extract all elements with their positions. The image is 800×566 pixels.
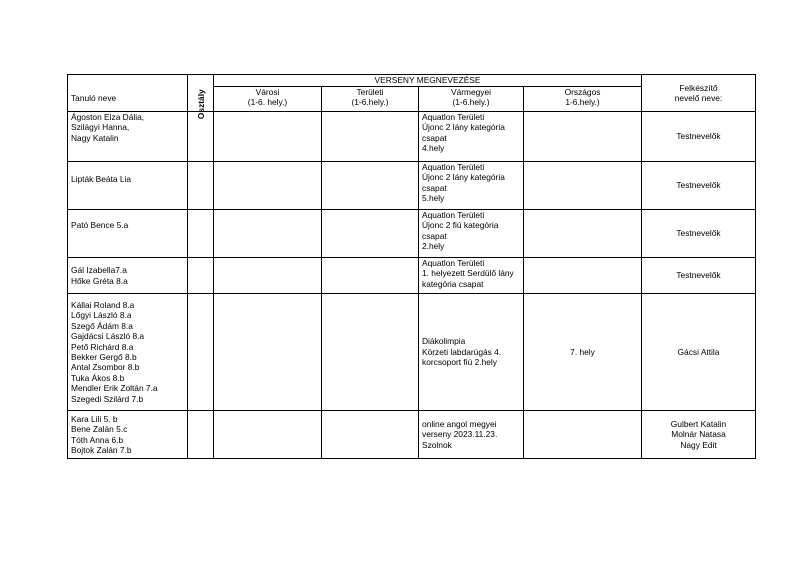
national-cell <box>524 210 642 258</box>
city-cell <box>214 258 322 294</box>
header-regional: Területi (1-6.hely.) <box>322 87 419 112</box>
teacher-cell: Gácsi Attila <box>642 294 756 411</box>
county-cell: Aquatlon Területi Újonc 2 lány kategória csapat 5.hely <box>419 162 524 210</box>
student-names: Gál Izabella7.a Hőke Gréta 8.a <box>68 258 188 294</box>
county-cell: Aquatlon Területi Újonc 2 fiú kategória csapat 2.hely <box>419 210 524 258</box>
header-teacher: Felkészítő nevelő neve: <box>642 75 756 112</box>
header-class-wrap <box>188 75 213 119</box>
regional-cell <box>322 258 419 294</box>
competition-table <box>67 74 756 459</box>
header-competition-title: VERSENY MEGNEVEZÉSE <box>214 75 642 87</box>
header-class <box>188 75 214 119</box>
table-row <box>68 210 756 258</box>
regional-cell <box>322 112 419 162</box>
header-row-1 <box>68 75 756 87</box>
student-names: Pató Bence 5.a <box>68 210 188 258</box>
student-names: Lipták Beáta Lia <box>68 162 188 210</box>
county-cell: Aquatlon Területi Újonc 2 lány kategória csapat 4.hely <box>419 112 524 162</box>
table-row <box>68 411 756 459</box>
city-cell <box>214 411 322 459</box>
table-row <box>68 294 756 411</box>
national-cell <box>524 162 642 210</box>
student-names: Ágoston Elza Dália, Szilágyi Hanna, Nagy Katalin <box>68 112 188 162</box>
national-cell <box>524 411 642 459</box>
national-cell <box>524 112 642 162</box>
class-cell <box>188 294 214 411</box>
national-cell: 7. hely <box>524 294 642 411</box>
student-names: Kállai Roland 8.a Lőgyi László 8.a Szegő Ádám 8.a Gajdácsi László 8.a Pető Richárd 8.a Bekker Gergő 8.b Antal Zsombor 8.b Tuka Ákos 8.b Mendler Erik Zoltán 7.a Szegedi Szilárd 7.b <box>68 294 188 411</box>
city-cell <box>214 112 322 162</box>
regional-cell <box>322 411 419 459</box>
teacher-cell: Testnevelők <box>642 112 756 162</box>
teacher-cell: Testnevelők <box>642 258 756 294</box>
class-cell <box>188 258 214 294</box>
table-row <box>68 162 756 210</box>
table-row <box>68 258 756 294</box>
header-class-label: Osztály <box>195 88 206 119</box>
city-cell <box>214 294 322 411</box>
county-cell: Aquatlon Területi 1. helyezett Serdülő lány kategória csapat <box>419 258 524 294</box>
teacher-cell: Testnevelők <box>642 210 756 258</box>
student-names: Kara Lili 5. b Bene Zalán 5.c Tóth Anna 6.b Bojtok Zalán 7.b <box>68 411 188 459</box>
class-cell <box>188 210 214 258</box>
regional-cell <box>322 162 419 210</box>
header-national: Országos 1-6.hely.) <box>524 87 642 112</box>
county-cell: Diákolimpia Körzeti labdarúgás 4. korcsoport fiú 2.hely <box>419 294 524 411</box>
header-city: Városi (1-6. hely.) <box>214 87 322 112</box>
county-cell: online angol megyei verseny 2023.11.23. Szolnok <box>419 411 524 459</box>
header-county: Vármegyei (1-6.hely.) <box>419 87 524 112</box>
header-student-name: Tanuló neve <box>68 75 188 112</box>
city-cell <box>214 210 322 258</box>
city-cell <box>214 162 322 210</box>
teacher-cell: Gulbert Katalin Molnár Natasa Nagy Edit <box>642 411 756 459</box>
class-cell <box>188 411 214 459</box>
teacher-cell: Testnevelők <box>642 162 756 210</box>
regional-cell <box>322 294 419 411</box>
table-row <box>68 112 756 162</box>
national-cell <box>524 258 642 294</box>
class-cell <box>188 162 214 210</box>
regional-cell <box>322 210 419 258</box>
